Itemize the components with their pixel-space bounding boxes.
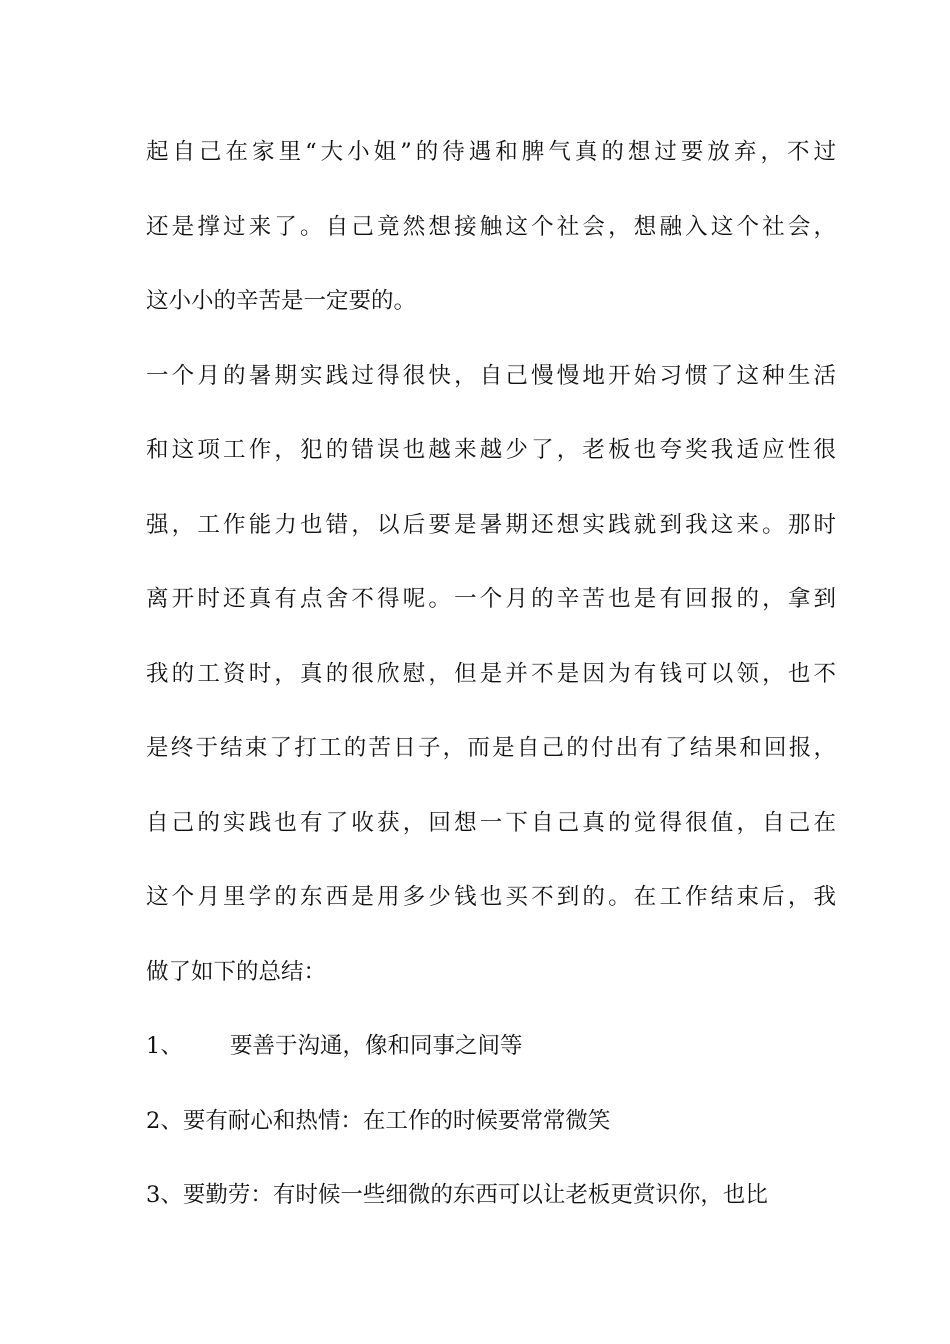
list-item [146, 1173, 836, 1218]
list-item [146, 1099, 836, 1144]
list-item-number: 3、 [146, 1182, 183, 1208]
paragraph-line: 我的工资时，真的很欣慰，但是并不是因为有钱可以领，也不 [146, 660, 836, 687]
paragraph-line: 这个月里学的东西是用多少钱也买不到的。在工作结束后，我 [146, 884, 836, 910]
list-item [146, 1024, 836, 1069]
paragraph-line: 一个月的暑期实践过得很快，自己慢慢地开始习惯了这种生活 [146, 362, 836, 389]
paragraph-line: 是终于结束了打工的苦日子，而是自己的付出有了结果和回报， [146, 735, 836, 761]
paragraph-line: 这小小的辛苦是一定要的。 [146, 288, 417, 314]
list-item-text: 要有耐心和热情：在工作的时候要常常微笑 [182, 1107, 611, 1134]
paragraph-line: 离开时还真有点舍不得呢。一个月的辛苦也是有回报的，拿到 [146, 586, 836, 612]
document-body [146, 130, 836, 1248]
paragraph-line: 强，工作能力也错，以后要是暑期还想实践就到我这来。那时 [146, 511, 836, 538]
list-item-text: 要善于沟通，像和同事之间等 [230, 1033, 523, 1059]
list-item-number: 2、 [146, 1107, 183, 1134]
paragraph-line: 和这项工作，犯的错误也越来越少了，老板也夸奖我适应性很 [146, 437, 836, 463]
paragraph-line: 起自己在家里“大小姐”的待遇和脾气真的想过要放弃，不过 [146, 139, 836, 165]
paragraph-line: 做了如下的总结： [146, 958, 327, 985]
list-item-number: 1、 [146, 1033, 183, 1059]
list-item-text: 要勤劳：有时候一些细微的东西可以让老板更赏识你，也比 [182, 1182, 768, 1208]
paragraph-line: 还是撑过来了。自己竟然想接触这个社会，想融入这个社会， [146, 213, 836, 240]
paragraph-line: 自己的实践也有了收获，回想一下自己真的觉得很值，自己在 [146, 809, 836, 836]
